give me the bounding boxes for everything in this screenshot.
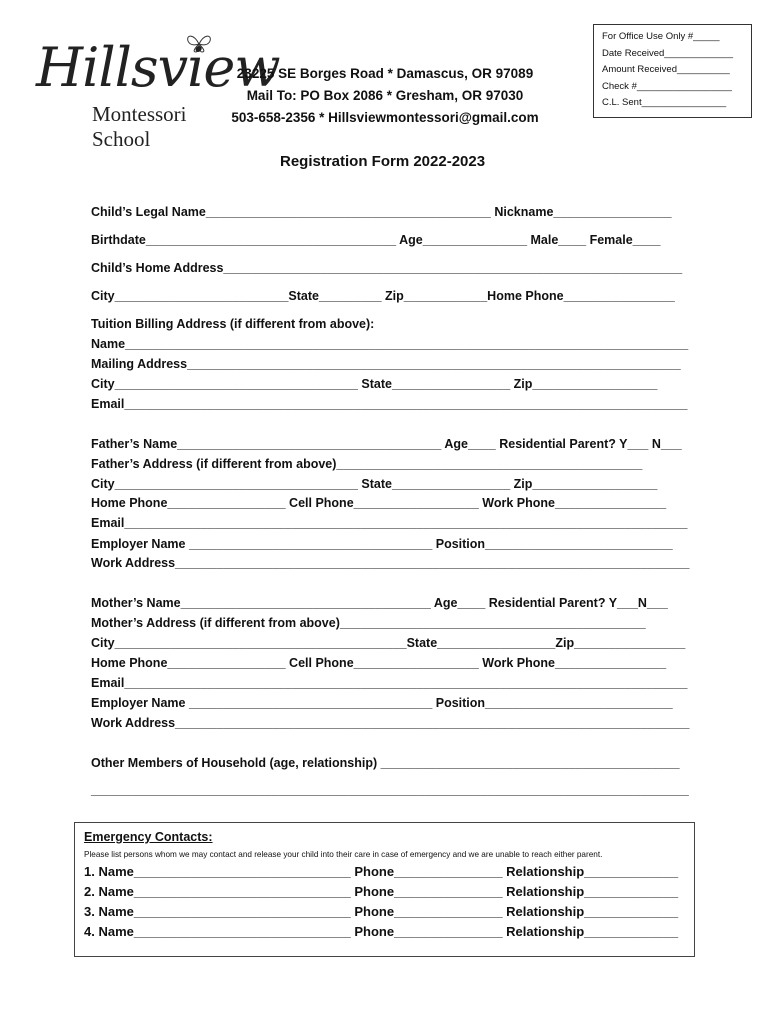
father-phone-line[interactable]: Home Phone_________________ Cell Phone__________________ Work Phone________________ <box>91 496 667 510</box>
mother-name-line[interactable]: Mother’s Name____________________________________ Age____ Residential Parent? Y___N___ <box>91 596 668 610</box>
household-members-continuation-line[interactable]: ______________________________________________________________________________________ <box>91 783 689 797</box>
household-members-line[interactable]: Other Members of Household (age, relationship) ___________________________________________ <box>91 756 680 770</box>
billing-email-line[interactable]: Email_________________________________________________________________________________ <box>91 397 688 411</box>
logo-script-text: Hillsview <box>36 36 280 99</box>
mother-email-line[interactable]: Email_________________________________________________________________________________ <box>91 676 688 690</box>
mother-address-line[interactable]: Mother’s Address (if different from above)____________________________________________ <box>91 616 646 630</box>
mother-work-address-line[interactable]: Work Address__________________________________________________________________________ <box>91 716 690 730</box>
check-number-field[interactable]: Check #__________________ <box>602 81 732 92</box>
billing-mailing-address-line[interactable]: Mailing Address_______________________________________________________________________ <box>91 357 681 371</box>
father-city-line[interactable]: City___________________________________ State_________________ Zip__________________ <box>91 477 658 491</box>
emergency-contact-row-1[interactable]: 1. Name______________________________ Phone_______________ Relationship_____________ <box>84 864 679 879</box>
father-work-address-line[interactable]: Work Address__________________________________________________________________________ <box>91 556 690 570</box>
billing-city-line[interactable]: City___________________________________ State_________________ Zip__________________ <box>91 377 658 391</box>
school-logo <box>36 30 280 151</box>
emergency-contact-row-2[interactable]: 2. Name______________________________ Phone_______________ Relationship_____________ <box>84 884 679 899</box>
emergency-contact-row-4[interactable]: 4. Name______________________________ Phone_______________ Relationship_____________ <box>84 924 679 939</box>
address-line-2: Mail To: PO Box 2086 * Gresham, OR 97030 <box>246 88 524 103</box>
amount-received-field[interactable]: Amount Received__________ <box>602 64 730 75</box>
date-received-field[interactable]: Date Received_____________ <box>602 48 733 59</box>
logo-subtitle: Montessori School <box>92 102 187 151</box>
address-line-1: 23225 SE Borges Road * Damascus, OR 97089 <box>236 66 534 81</box>
emergency-note: Please list persons whom we may contact and release your child into their care in case of emergency and we are unable to reach either parent. <box>84 850 603 859</box>
office-use-label: For Office Use Only #_____ <box>602 31 720 42</box>
child-home-address-line[interactable]: Child’s Home Address__________________________________________________________________ <box>91 261 683 275</box>
father-name-line[interactable]: Father’s Name______________________________________ Age____ Residential Parent? Y___ N___ <box>91 437 682 451</box>
birthdate-line[interactable]: Birthdate____________________________________ Age_______________ Male____ Female____ <box>91 233 661 247</box>
mother-phone-line[interactable]: Home Phone_________________ Cell Phone__________________ Work Phone________________ <box>91 656 667 670</box>
child-city-line[interactable]: City_________________________State_________ Zip____________Home Phone________________ <box>91 289 675 303</box>
cl-sent-field[interactable]: C.L. Sent________________ <box>602 97 727 108</box>
billing-name-line[interactable]: Name_________________________________________________________________________________ <box>91 337 689 351</box>
emergency-contact-row-3[interactable]: 3. Name______________________________ Phone_______________ Relationship_____________ <box>84 904 679 919</box>
mother-city-line[interactable]: City__________________________________________State_________________Zip________________ <box>91 636 686 650</box>
father-employer-line[interactable]: Employer Name ___________________________________ Position___________________________ <box>91 537 673 551</box>
father-address-line[interactable]: Father’s Address (if different from above)____________________________________________ <box>91 457 643 471</box>
father-email-line[interactable]: Email_________________________________________________________________________________ <box>91 516 688 530</box>
form-title: Registration Form 2022-2023 <box>280 153 486 170</box>
child-name-line[interactable]: Child’s Legal Name_________________________________________ Nickname_________________ <box>91 205 672 219</box>
office-use-box <box>593 24 752 118</box>
billing-heading: Tuition Billing Address (if different from above): <box>91 317 375 331</box>
mother-employer-line[interactable]: Employer Name ___________________________________ Position___________________________ <box>91 696 673 710</box>
emergency-heading: Emergency Contacts: <box>84 830 213 844</box>
address-line-3: 503-658-2356 * Hillsviewmontessori@gmail.com <box>231 110 539 125</box>
